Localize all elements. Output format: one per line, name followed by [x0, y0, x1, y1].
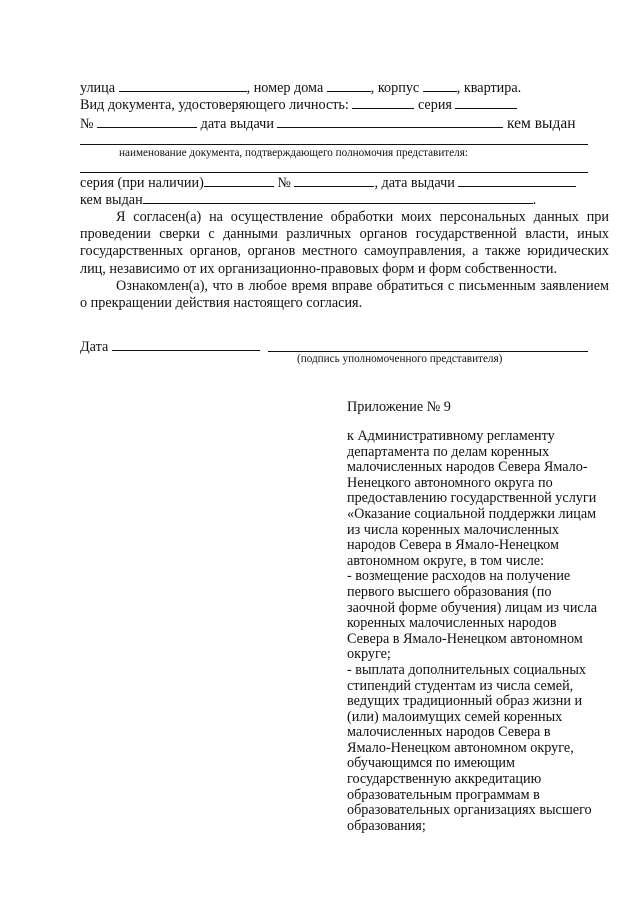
representative-issue-date-label: , дата выдачи [374, 175, 455, 191]
signature-blank [268, 351, 588, 352]
corpus-label: , корпус [370, 80, 420, 96]
appendix-line: государственную аккредитацию [347, 771, 542, 788]
appendix-text [347, 429, 615, 834]
issue-date-blank [277, 116, 503, 128]
issue-date-label: дата выдачи [200, 116, 274, 132]
representative-document-caption: наименование документа, подтверждающего полномочия представителя: [119, 147, 469, 159]
appendix-line: малочисленных народов Севера в [347, 724, 551, 741]
apartment-label: , квартира. [456, 80, 522, 96]
appendix-line: автономном округе, в том числе: [347, 552, 545, 569]
representative-number-label: № [277, 175, 291, 191]
notice-paragraph: Ознакомлен(а), что в любое время вправе обратиться с письменным заявлением о прекращении действия настоящего согласия. [80, 277, 609, 312]
representative-document-blank [80, 144, 588, 145]
appendix-line: стипендий студентам из числа семей, [347, 677, 574, 694]
document-type-label: Вид документа, удостоверяющего личность: [80, 97, 349, 113]
date-blank [112, 339, 260, 351]
representative-issued-by-line [80, 192, 536, 209]
street-blank [119, 80, 247, 92]
corpus-blank [423, 80, 457, 92]
street-label: улица [80, 80, 116, 96]
appendix-line: образовательных организациях высшего [347, 802, 592, 819]
representative-issue-date-blank [458, 175, 576, 187]
appendix-line: образования; [347, 817, 426, 834]
line-end: . [532, 192, 537, 208]
house-blank [327, 80, 371, 92]
series-optional-label: серия (при наличии) [80, 175, 204, 191]
representative-series-blank [204, 175, 274, 187]
document-type-blank [352, 97, 414, 109]
appendix-line: ведущих традиционный образ жизни и [347, 693, 583, 710]
appendix-line: к Административному регламенту [347, 428, 555, 444]
signature-caption: (подпись уполномоченного представителя) [297, 353, 503, 365]
document-type-line [80, 97, 517, 114]
appendix-line: обучающимся по имеющим [347, 755, 515, 772]
appendix-line: Ямало-Ненецком автономном округе, [347, 739, 574, 756]
series-label: серия [417, 97, 452, 113]
appendix-line: первого высшего образования (по [347, 583, 552, 600]
date-label: Дата [80, 339, 109, 355]
representative-issued-by-blank [143, 192, 533, 204]
appendix-line: коренных малочисленных народов [347, 615, 557, 632]
appendix-line: - возмещение расходов на получение [347, 568, 571, 585]
appendix-line: департамента по делам коренных [347, 443, 550, 460]
date-line [80, 339, 260, 356]
appendix-line: «Оказание социальной поддержки лицам [347, 505, 597, 522]
appendix-line: малочисленных народов Севера Ямало- [347, 459, 588, 476]
appendix-title: Приложение № 9 [347, 399, 451, 415]
document-number-line [80, 115, 576, 133]
representative-issued-by-label: кем выдан [80, 192, 143, 208]
appendix-line: заочной форме обучения) лицам из числа [347, 599, 598, 616]
appendix-line: (или) малоимущих семей коренных [347, 708, 563, 725]
appendix-line: народов Севера в Ямало-Ненецком [347, 537, 559, 554]
appendix-line: предоставлению государственной услуги [347, 490, 597, 507]
representative-number-blank [294, 175, 374, 187]
appendix-line: образовательным программам в [347, 786, 540, 803]
address-line [80, 80, 521, 97]
appendix-line: округе; [347, 646, 391, 663]
consent-paragraph: Я согласен(а) на осуществление обработки моих персональных данных при проведении сверки с данными различных органов государственной власти, иных государственных органов, органов местного самоуправления, а также юридических лиц, независимо от их организационно-правовых форм и форм собственности. [80, 209, 609, 277]
appendix-line: - выплата дополнительных социальных [347, 661, 586, 678]
number-blank [97, 116, 197, 128]
appendix-line: Севера в Ямало-Ненецком автономном [347, 630, 583, 647]
consent-block [80, 209, 609, 312]
appendix-line: из числа коренных малочисленных [347, 521, 560, 538]
house-label: , номер дома [246, 80, 324, 96]
number-label: № [80, 116, 94, 132]
representative-series-line [80, 175, 576, 192]
representative-document-blank-2 [80, 172, 588, 173]
series-blank [455, 97, 517, 109]
issued-by-label: кем выдан [507, 115, 576, 132]
appendix-line: Ненецкого автономного округа по [347, 474, 553, 491]
